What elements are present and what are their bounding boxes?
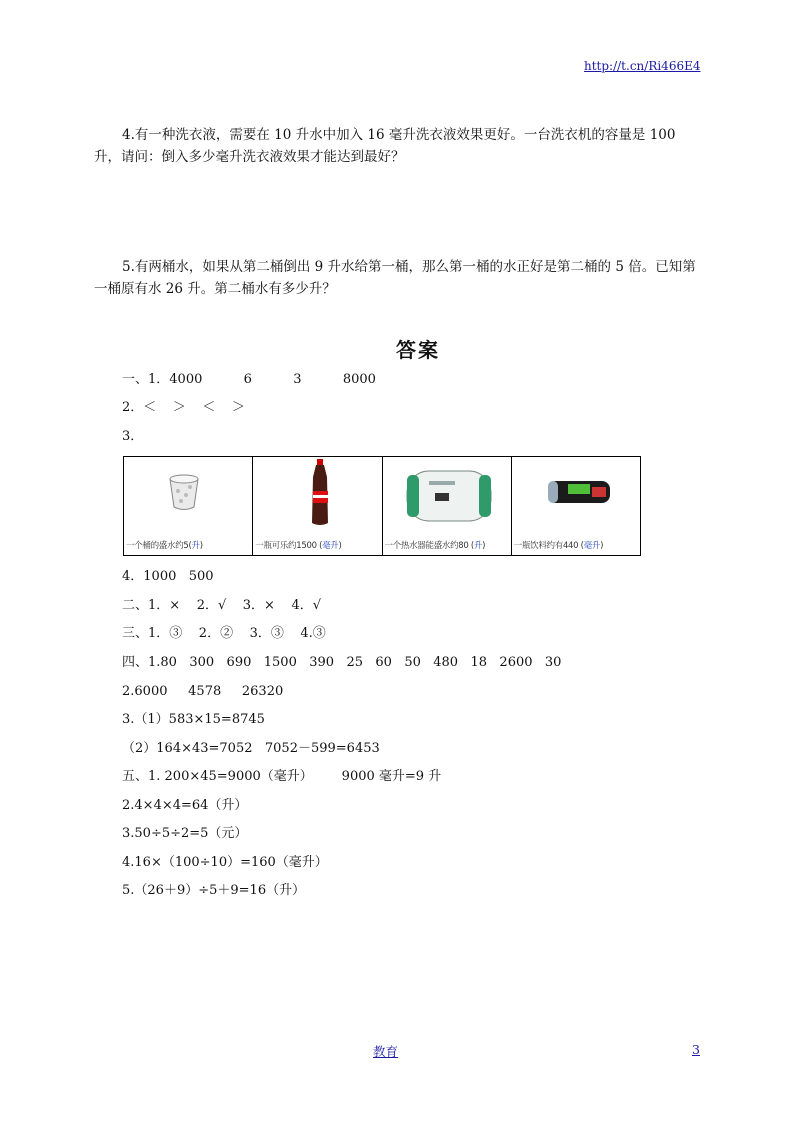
- cola-bottle-icon: [253, 457, 382, 532]
- answer-line-2: 2．＜ ＞ ＜ ＞: [122, 400, 245, 415]
- image-caption-cola: 一瓶可乐约1500 (毫升): [255, 541, 342, 551]
- image-caption-bucket: 一个桶的盛水约5(升): [126, 541, 203, 551]
- answer-line-12: 2.4×4×4=64（升）: [122, 798, 248, 813]
- image-caption-water-heater: 一个热水器能盛水约80 (升): [384, 541, 486, 551]
- header-url-link[interactable]: http://t.cn/Ri466E4: [584, 59, 701, 73]
- drink-can-icon: [512, 457, 640, 527]
- answer-line-7: 四、1.80 300 690 1500 390 25 60 50 480 18 2600 30: [122, 655, 562, 670]
- answer-line-9: 3.（1）583×15=8745: [122, 712, 265, 727]
- water-heater-icon: [383, 457, 512, 535]
- answer-line-15: 5.（26＋9）÷5＋9=16（升）: [122, 883, 306, 898]
- image-cell-water-heater: [383, 457, 512, 555]
- question-5: 5.有两桶水，如果从第二桶倒出 9 升水给第一桶，那么第一桶的水正好是第二桶的 5 倍。已知第一桶原有水 26 升。第二桶水有多少升？: [94, 259, 696, 297]
- answer-image-table: [123, 456, 641, 556]
- answer-line-1: 一、1．4000 6 3 8000: [122, 372, 376, 387]
- answer-line-6: 三、1．③ 2．② 3．③ 4.③: [122, 626, 326, 641]
- answer-line-5: 二、1．× 2．√ 3．× 4．√: [122, 598, 322, 613]
- footer-education-link[interactable]: 教育: [373, 1044, 399, 1059]
- answer-line-8: 2.6000 4578 26320: [122, 684, 284, 699]
- answer-line-4: 4．1000 500: [122, 569, 214, 584]
- answer-line-10: （2）164×43=7052 7052－599=6453: [122, 741, 380, 756]
- answer-line-3: 3．: [122, 429, 144, 444]
- answer-line-13: 3.50÷5÷2=5（元）: [122, 826, 248, 841]
- question-4: 4.有一种洗衣液，需要在 10 升水中加入 16 毫升洗衣液效果更好。一台洗衣机的容量是 100 升，请问：倒入多少毫升洗衣液效果才能达到最好？: [94, 127, 676, 165]
- image-cell-drink-can: [512, 457, 640, 555]
- answers-title: 答案: [396, 338, 440, 362]
- image-cell-cola: [253, 457, 382, 555]
- footer-page-number[interactable]: 3: [692, 1042, 700, 1057]
- image-caption-drink-can: 一瓶饮料约有440 (毫升): [513, 541, 604, 551]
- answer-line-14: 4.16×（100÷10）=160（毫升）: [122, 855, 328, 870]
- answer-line-11: 五、1. 200×45=9000（毫升） 9000 毫升=9 升: [122, 769, 442, 784]
- image-cell-bucket: [124, 457, 253, 555]
- bucket-icon: [124, 457, 242, 527]
